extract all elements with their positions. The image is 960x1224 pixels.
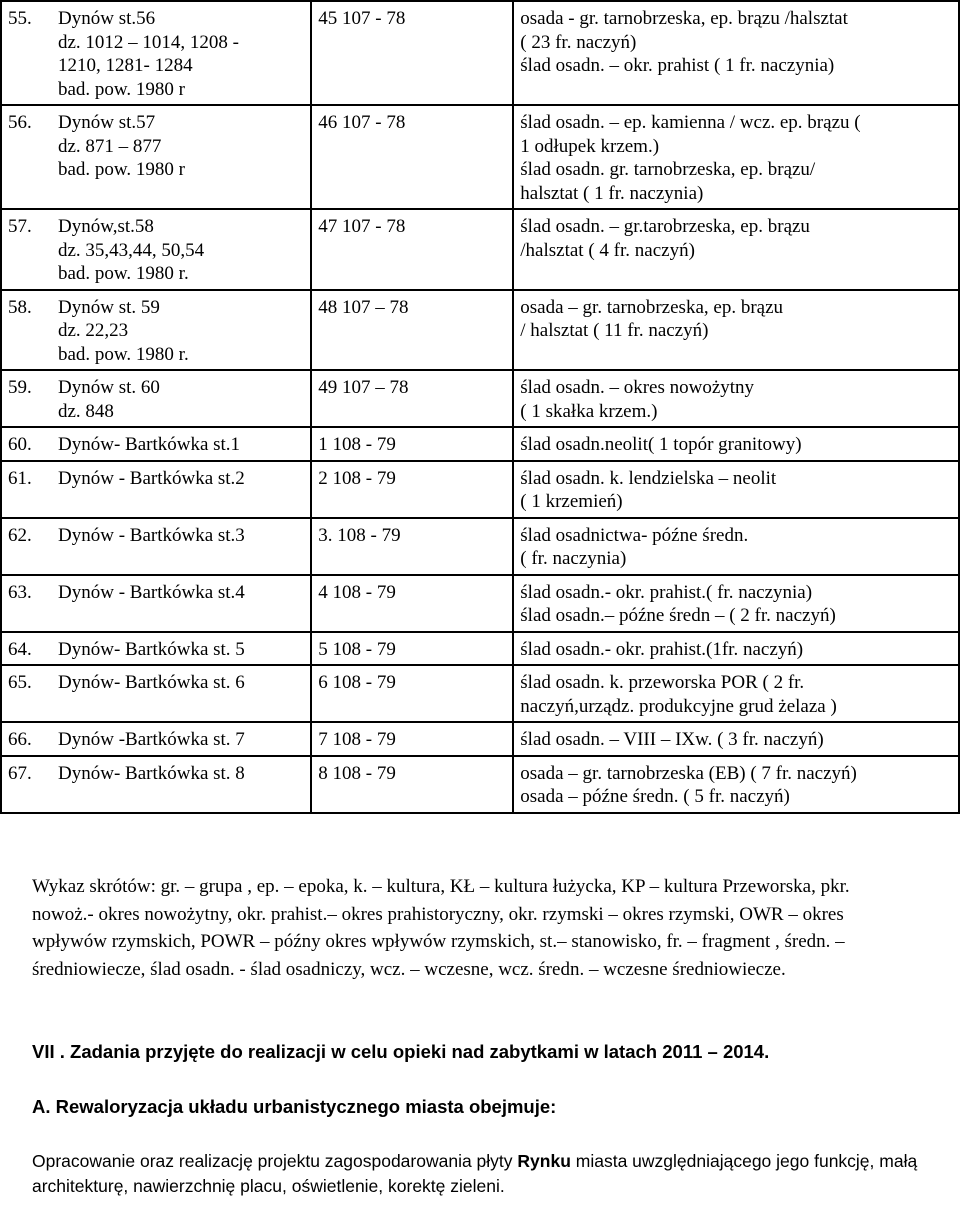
site-description-line: ( 23 fr. naczyń) [520, 31, 637, 53]
site-description-line: naczyń,urządz. produkcyjne grud żelaza ) [520, 695, 837, 717]
site-description-line: osada - gr. tarnobrzeska, ep. brązu /halsztat [520, 8, 848, 29]
site-row [1, 290, 959, 371]
site-description-line: osada – gr. tarnobrzeska, ep. brązu [520, 296, 784, 318]
site-number: 59. [8, 377, 32, 398]
site-code: 47 107 - 78 [318, 216, 406, 237]
site-code-cell [311, 290, 513, 371]
abbreviations-list: Wykaz skrótów: gr. – grupa , ep. – epoka, k. – kultura, KŁ – kultura łużycka, KP – kultura Przeworska, pkr. nowoż.- okres nowożytny, okr. prahist.– okres prahistoryczny, okr. rzymski – okres rzymski, OWR – okres wpływów rzymskich, POWR – późny okres wpływów rzymskich, st.– stanowisko, fr. – fragment , średn. – średniowiecze, ślad osadn. - ślad osadniczy, wcz. – wczesne, wcz. średn. – wczesne średniowiecze. [32, 876, 850, 980]
site-description-line: ( 1 skałka krzem.) [520, 400, 658, 422]
site-name-cell [1, 105, 311, 209]
site-description-cell [513, 665, 959, 722]
site-description-cell [513, 290, 959, 371]
site-name-cell [1, 632, 311, 666]
site-name-cell [1, 427, 311, 461]
site-detail: bad. pow. 1980 r [58, 159, 185, 180]
site-description-line: ślad osadn.- okr. prahist.( fr. naczynia) [520, 581, 813, 603]
site-description-line: ślad osadn. – okres nowożytny [520, 377, 755, 398]
site-detail: dz. 871 – 877 [58, 135, 162, 157]
site-description-line: ślad osadn. gr. tarnobrzeska, ep. brązu/ [520, 159, 816, 180]
site-row [1, 427, 959, 461]
site-name-cell [1, 1, 311, 105]
site-name-cell [1, 209, 311, 290]
site-name-cell [1, 370, 311, 427]
site-description-line: osada – późne średn. ( 5 fr. naczyń) [520, 786, 790, 807]
site-description-cell [513, 518, 959, 575]
site-description-line: ślad osadn. – okr. prahist ( 1 fr. naczynia) [520, 55, 835, 76]
site-name: Dynów- Bartkówka st. 6 [58, 672, 245, 693]
site-name-cell [1, 722, 311, 756]
site-name: Dynów st. 60 [58, 377, 160, 398]
site-row [1, 575, 959, 632]
section-heading-vii: VII . Zadania przyjęte do realizacji w celu opieki nad zabytkami w latach 2011 – 2014. [32, 1041, 770, 1062]
site-detail: 1210, 1281- 1284 [58, 55, 193, 76]
paragraph-text-before: Opracowanie oraz realizację projektu zagospodarowania płyty [32, 1151, 518, 1171]
site-code: 2 108 - 79 [318, 467, 396, 489]
site-description-line: ślad osadn.– późne średn – ( 2 fr. naczyń) [520, 605, 836, 626]
site-number: 57. [8, 216, 32, 237]
site-number: 60. [8, 434, 32, 455]
site-code: 1 108 - 79 [318, 434, 396, 455]
site-description-line: ślad osadn. – VIII – IXw. ( 3 fr. naczyń) [520, 729, 824, 750]
site-description-cell [513, 756, 959, 813]
site-name-cell [1, 756, 311, 813]
paragraph-text-after: miasta uwzględniającego jego funkcję, małą architekturę, nawierzchnię placu, oświetlenie, korektę zieleni. [32, 1151, 918, 1196]
site-name-cell [1, 290, 311, 371]
site-number: 58. [8, 296, 32, 318]
site-code: 46 107 - 78 [318, 112, 406, 133]
site-number: 62. [8, 524, 32, 546]
site-row [1, 370, 959, 427]
site-name: Dynów st. 59 [58, 296, 160, 318]
site-code: 3. 108 - 79 [318, 524, 401, 546]
site-name: Dynów - Bartkówka st.4 [58, 581, 245, 603]
site-row [1, 1, 959, 105]
site-code-cell [311, 665, 513, 722]
site-code-cell [311, 632, 513, 666]
site-name: Dynów- Bartkówka st. 8 [58, 762, 245, 784]
site-description-cell [513, 209, 959, 290]
site-name: Dynów- Bartkówka st.1 [58, 434, 241, 455]
site-row [1, 756, 959, 813]
site-code: 7 108 - 79 [318, 729, 396, 750]
site-detail: bad. pow. 1980 r. [58, 263, 189, 284]
site-description-line: ślad osadn.neolit( 1 topór granitowy) [520, 434, 802, 455]
site-row [1, 105, 959, 209]
site-number: 56. [8, 112, 32, 133]
site-description-line: halsztat ( 1 fr. naczynia) [520, 182, 704, 204]
site-name: Dynów st.57 [58, 112, 156, 133]
site-code-cell [311, 209, 513, 290]
site-description-cell [513, 105, 959, 209]
site-description-cell [513, 575, 959, 632]
site-code-cell [311, 105, 513, 209]
site-detail: dz. 848 [58, 400, 114, 422]
site-description-line: ślad osadn. k. przeworska POR ( 2 fr. [520, 672, 805, 693]
site-description-line: / halsztat ( 11 fr. naczyń) [520, 320, 709, 341]
site-detail: dz. 1012 – 1014, 1208 - [58, 31, 240, 53]
section-heading-a: A. Rewaloryzacja układu urbanistycznego miasta obejmuje: [32, 1096, 557, 1117]
site-code: 48 107 – 78 [318, 296, 409, 318]
site-number: 55. [8, 8, 32, 29]
site-code: 5 108 - 79 [318, 638, 396, 660]
site-name: Dynów,st.58 [58, 216, 154, 237]
site-name-cell [1, 575, 311, 632]
site-name: Dynów - Bartkówka st.2 [58, 467, 245, 489]
site-description-line: /halsztat ( 4 fr. naczyń) [520, 239, 695, 261]
site-name: Dynów st.56 [58, 8, 156, 29]
site-name: Dynów -Bartkówka st. 7 [58, 729, 245, 750]
site-code-cell [311, 518, 513, 575]
site-name-cell [1, 518, 311, 575]
site-number: 63. [8, 581, 32, 603]
site-code-cell [311, 1, 513, 105]
paragraph-bold-rynku: Rynku [517, 1151, 571, 1171]
site-description-cell [513, 632, 959, 666]
site-detail: dz. 35,43,44, 50,54 [58, 239, 205, 261]
site-name-cell [1, 665, 311, 722]
sites-table-body [1, 1, 959, 813]
rynek-paragraph [32, 1149, 932, 1199]
site-code: 6 108 - 79 [318, 672, 396, 693]
site-description-line: ślad osadn. – gr.tarobrzeska, ep. brązu [520, 216, 810, 237]
site-number: 65. [8, 672, 32, 693]
site-code: 8 108 - 79 [318, 762, 396, 784]
site-description-cell [513, 1, 959, 105]
site-row [1, 518, 959, 575]
site-description-line: ślad osadn. – ep. kamienna / wcz. ep. brązu ( [520, 112, 861, 133]
site-description-cell [513, 370, 959, 427]
site-code-cell [311, 427, 513, 461]
site-code-cell [311, 575, 513, 632]
site-description-line: 1 odłupek krzem.) [520, 135, 660, 157]
site-code-cell [311, 722, 513, 756]
site-row [1, 461, 959, 518]
site-code: 45 107 - 78 [318, 8, 406, 29]
site-row [1, 632, 959, 666]
site-name-cell [1, 461, 311, 518]
site-name: Dynów - Bartkówka st.3 [58, 524, 245, 546]
site-code: 4 108 - 79 [318, 581, 396, 603]
site-number: 64. [8, 638, 32, 660]
site-detail: dz. 22,23 [58, 320, 129, 341]
site-description-line: ( fr. naczynia) [520, 548, 627, 569]
site-row [1, 665, 959, 722]
site-description-line: osada – gr. tarnobrzeska (EB) ( 7 fr. naczyń) [520, 762, 857, 784]
site-name: Dynów- Bartkówka st. 5 [58, 638, 245, 660]
site-row [1, 209, 959, 290]
site-description-line: ( 1 krzemień) [520, 491, 623, 512]
site-description-line: ślad osadn.- okr. prahist.(1fr. naczyń) [520, 638, 804, 660]
site-number: 66. [8, 729, 32, 750]
site-row [1, 722, 959, 756]
site-description-cell [513, 461, 959, 518]
site-description-cell [513, 427, 959, 461]
site-code-cell [311, 756, 513, 813]
site-code-cell [311, 461, 513, 518]
site-description-line: ślad osadnictwa- późne średn. [520, 524, 749, 546]
site-detail: bad. pow. 1980 r. [58, 343, 189, 365]
site-description-line: ślad osadn. k. lendzielska – neolit [520, 467, 777, 489]
site-number: 67. [8, 762, 32, 784]
site-detail: bad. pow. 1980 r [58, 78, 185, 100]
site-code-cell [311, 370, 513, 427]
site-code: 49 107 – 78 [318, 377, 409, 398]
site-number: 61. [8, 467, 32, 489]
site-description-cell [513, 722, 959, 756]
